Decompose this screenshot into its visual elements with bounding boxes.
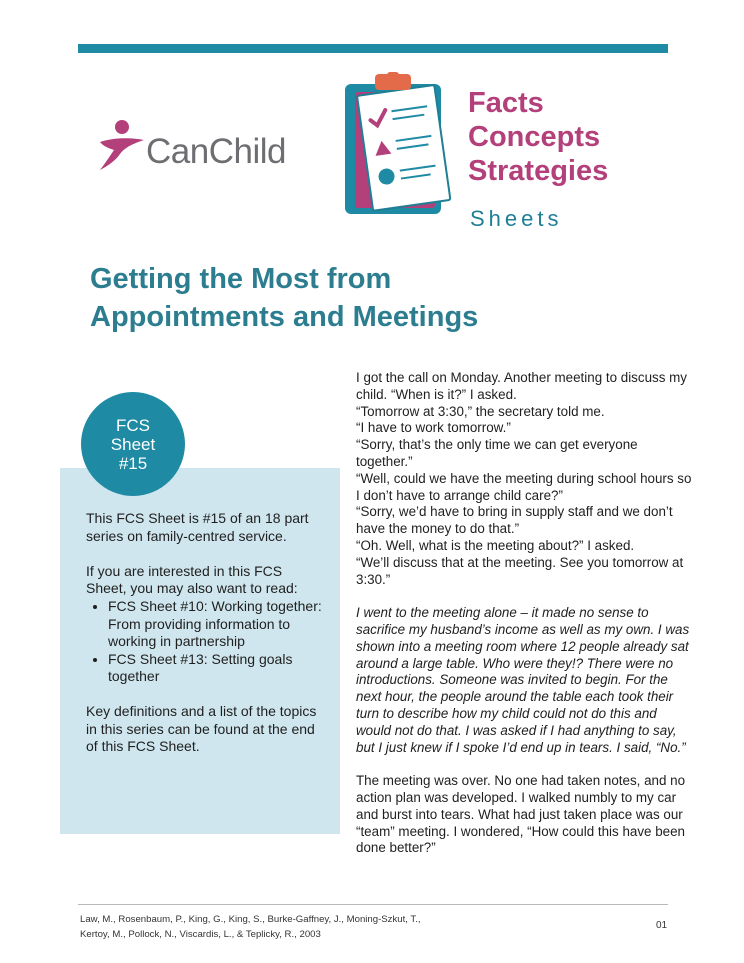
sidebar-intro: This FCS Sheet is #15 of an 18 part series on family-centred service.: [86, 510, 309, 544]
sidebar-related-intro: If you are interested in this FCS Sheet, you may also want to read:: [86, 562, 298, 596]
related-sheet-item: • FCS Sheet #13: Setting goals together: [108, 651, 326, 686]
story-dialog-line: “Oh. Well, what is the meeting about?” I asked.: [356, 537, 635, 553]
series-title: [468, 86, 608, 188]
canchild-logo: [98, 118, 298, 178]
story-dialog-line: “Sorry, that’s the only time we can get everyone together.”: [356, 437, 638, 469]
story-dialog-line: “Sorry, we’d have to bring in supply staff and we don’t have the money to do that.”: [356, 504, 673, 537]
story-dialog-line: “Well, could we have the meeting during school hours so I don’t have to arrange child care?”: [356, 470, 692, 503]
footer-divider: [78, 904, 668, 905]
badge-line3: #15: [118, 453, 148, 473]
related-sheet-item: • FCS Sheet #10: Working together: From providing information to working in partnership: [108, 598, 326, 651]
citation-line1: Law, M., Rosenbaum, P., King, G., King, S., Burke-Gaffney, J., Moning-Szkut, T.,: [80, 914, 421, 925]
series-title-facts: Facts: [468, 87, 544, 119]
story-italic-paragraph: I went to the meeting alone – it made no sense to sacrifice my husband’s income as well as my own. I was shown into a meeting room where 12 people already sat around a large table. Who were they!? There were no introductions. Someone was invited to begin. For the next hour, the people around the table each took their turn to describe how my child could not do this and would not do that. I was asked if I had anything to say, but I just knew if I spoke I’d end up in tears. I said, “No.”: [356, 605, 690, 755]
sheet-number-badge: [81, 392, 185, 496]
story-dialog-line: “Tomorrow at 3:30,” the secretary told me.: [356, 403, 605, 419]
sidebar-text: [86, 510, 326, 773]
citation-line2: Kertoy, M., Pollock, N., Viscardis, L., & Teplicky, R., 2003: [80, 929, 321, 940]
story-closing-paragraph: The meeting was over. No one had taken notes, and no action plan was developed. I walked numbly to my car and burst into tears. What had just taken place was our “team” meeting. I wondered, “How could this have been done better?”: [356, 773, 686, 856]
badge-line1: FCS: [116, 415, 150, 435]
series-title-concepts: Concepts: [468, 121, 601, 153]
canchild-figure-icon: [98, 118, 148, 176]
page-title-line1: Getting the Most from: [90, 263, 392, 295]
story-column: [356, 370, 692, 857]
series-subtitle: Sheets: [470, 206, 563, 231]
series-title-strategies: Strategies: [468, 155, 609, 187]
page-title: [90, 260, 650, 336]
page-title-line2: Appointments and Meetings: [90, 301, 479, 333]
sidebar-definitions-note: Key definitions and a list of the topics in this series can be found at the end of this FCS Sheet.: [86, 703, 317, 754]
clipboard-icon: [343, 72, 461, 218]
page-number: 01: [656, 920, 668, 931]
logo-text: CanChild: [146, 132, 286, 171]
story-dialog-line: I got the call on Monday. Another meeting to discuss my child. “When is it?” I asked.: [356, 370, 687, 402]
story-dialog-line: “I have to work tomorrow.”: [356, 420, 511, 436]
story-dialog-line: “We’ll discuss that at the meeting. See you tomorrow at 3:30.”: [356, 554, 684, 587]
related-sheets-list: [86, 598, 326, 686]
top-accent-bar: [78, 44, 668, 53]
badge-line2: Sheet: [110, 434, 156, 454]
citation: [80, 912, 580, 942]
